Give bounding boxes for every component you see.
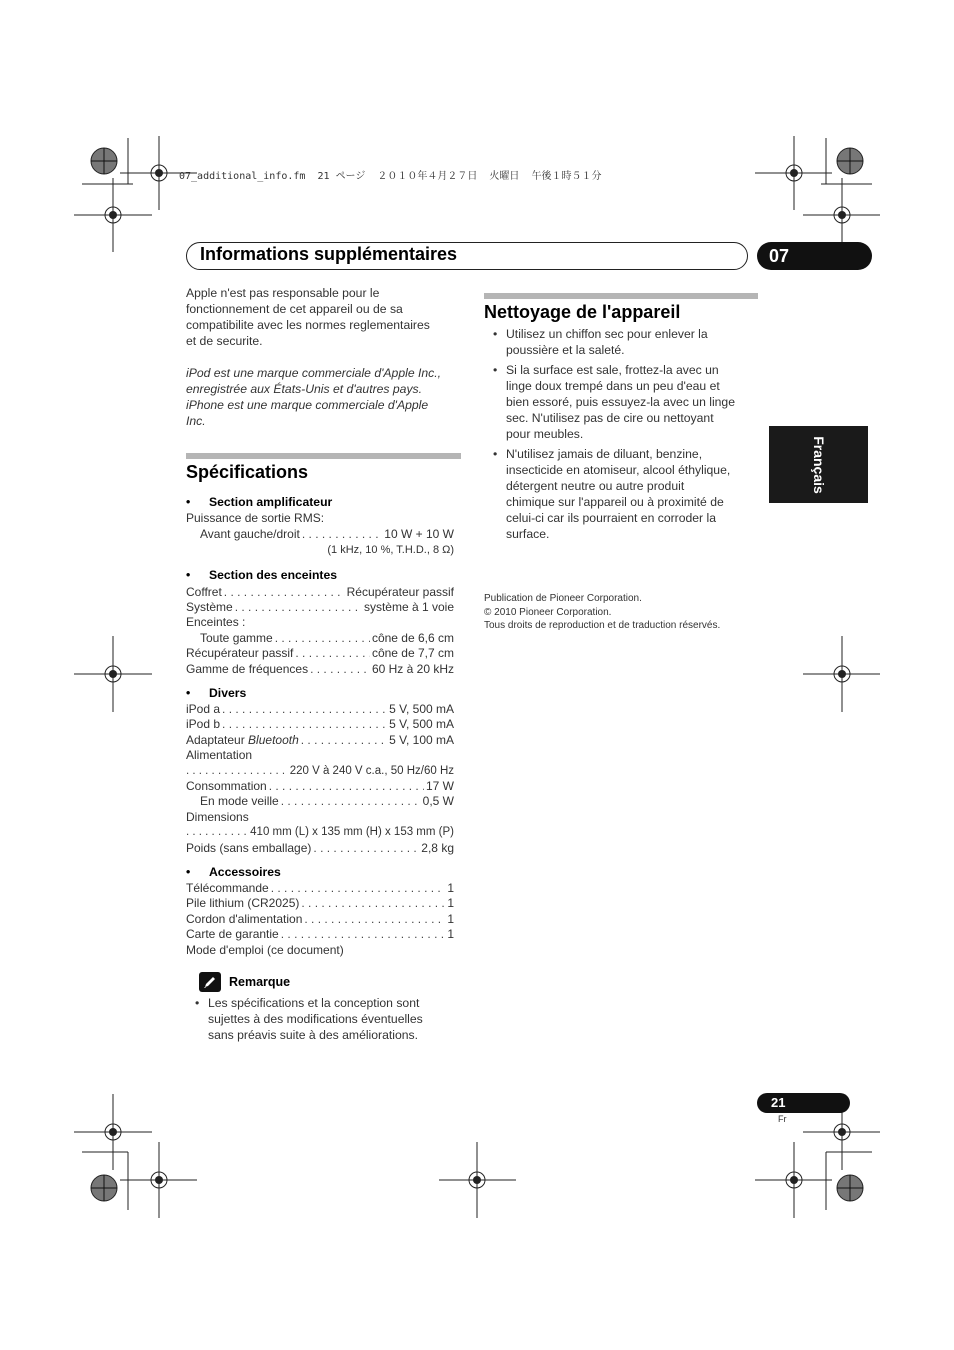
spec-row	[186, 793, 454, 809]
spec-label: Avant gauche/droit	[200, 527, 300, 541]
specs-heading: Spécifications	[186, 462, 309, 482]
spec-label: En mode veille	[200, 794, 279, 808]
text-line: Publication de Pioneer Corporation.	[484, 593, 642, 604]
cleaning-list	[484, 326, 762, 546]
language-tab	[769, 426, 868, 503]
spec-row	[186, 510, 454, 526]
spec-value: 5 V, 500 mA	[389, 702, 454, 716]
text-line: celui-ci car ils pourraient en corroder la	[506, 511, 716, 525]
text-line: insecticide en atomiseur, alcool éthylique,	[506, 463, 731, 477]
spec-row	[186, 732, 454, 748]
text-line: • Si la surface est sale, frottez-la avec un	[506, 363, 719, 377]
spec-value: 220 V à 240 V c.a., 50 Hz/60 Hz	[289, 765, 454, 777]
spec-value: 0,5 W	[422, 794, 454, 808]
page-language: Fr	[778, 1114, 787, 1124]
spec-row	[186, 895, 454, 911]
trademark-notice	[186, 365, 466, 429]
misc-section-heading: • Divers	[186, 686, 247, 700]
spec-value: 410 mm (L) x 135 mm (H) x 153 mm (P)	[250, 826, 454, 838]
page-title: Informations supplémentaires	[200, 244, 458, 264]
publication-info	[484, 592, 720, 633]
spec-row	[186, 630, 454, 646]
spec-label: Consommation	[186, 779, 267, 793]
spec-value: 2,8 kg	[421, 841, 454, 855]
spec-label: Dimensions	[186, 810, 249, 824]
spec-row	[186, 526, 454, 542]
spec-value: 5 V, 100 mA	[389, 733, 454, 747]
spec-row	[186, 824, 454, 840]
spec-label: iPod a	[186, 702, 221, 716]
spec-row	[186, 716, 454, 732]
spec-row	[186, 926, 454, 942]
spec-row	[186, 701, 454, 717]
label-text-italic: Bluetooth	[248, 733, 299, 747]
spec-row	[186, 809, 454, 825]
heading-text: Section des enceintes	[209, 568, 338, 582]
text-line: fonctionnement de cet appareil ou de sa	[186, 302, 403, 316]
label-text: Adaptateur	[186, 733, 249, 747]
spec-label	[186, 732, 299, 748]
spec-value: cône de 6,6 cm	[371, 631, 454, 645]
spec-value: 5 V, 500 mA	[389, 717, 454, 731]
section-divider	[484, 293, 758, 299]
text-line: © 2010 Pioneer Corporation.	[484, 606, 612, 618]
spec-row	[186, 763, 454, 779]
text-line: linge doux trempé dans un peu d'eau et	[506, 379, 720, 393]
spec-value: 17 W	[425, 779, 454, 793]
spec-label: Télécommande	[186, 881, 269, 895]
spec-row	[186, 542, 454, 558]
spec-value: 1	[447, 927, 454, 941]
text-line: • Utilisez un chiffon sec pour enlever la	[506, 327, 708, 341]
text-line: compatibilite avec les normes reglementaires	[186, 318, 430, 332]
spec-value: 1	[447, 881, 454, 895]
apple-disclaimer	[186, 285, 466, 349]
text-line: iPod est une marque commerciale d'Apple Inc.,	[186, 366, 442, 380]
note-list	[186, 995, 456, 1047]
text-line: pour meubles.	[506, 427, 584, 441]
text-line: et de securite.	[186, 334, 263, 348]
cleaning-item	[484, 326, 762, 358]
spec-label: Cordon d'alimentation	[186, 912, 303, 926]
heading-text: Divers	[209, 686, 247, 700]
text-line: poussière et la saleté.	[506, 343, 625, 357]
text-line: chimique sur l'appareil ou à proximité de	[506, 495, 724, 509]
spec-row	[186, 661, 454, 677]
spec-row	[186, 645, 454, 661]
spec-label: Système	[186, 600, 233, 614]
spec-label: Pile lithium (CR2025)	[186, 896, 300, 910]
note-pencil-icon	[199, 972, 221, 992]
spec-label: Carte de garantie	[186, 927, 279, 941]
spec-row	[186, 911, 454, 927]
spec-row	[186, 614, 454, 630]
amp-section-heading: • Section amplificateur	[186, 495, 333, 509]
language-tab-label: Français	[810, 435, 827, 494]
spec-value: Récupérateur passif	[346, 585, 454, 599]
text-line: iPhone est une marque commerciale d'Apple	[186, 398, 429, 412]
spec-label: Alimentation	[186, 748, 253, 762]
spec-row	[186, 880, 454, 896]
spec-value: système à 1 voie	[363, 600, 454, 614]
text-line: • N'utilisez jamais de diluant, benzine,	[506, 447, 703, 461]
text-line: détergent neutre ou autre produit	[506, 479, 685, 493]
spec-value: (1 kHz, 10 %, T.H.D., 8 Ω)	[327, 544, 454, 556]
spec-row	[186, 747, 454, 763]
text-line: sujettes à des modifications éventuelles	[208, 1012, 423, 1026]
chapter-number: 07	[757, 242, 872, 270]
cleaning-item	[484, 362, 762, 442]
text-line: enregistrée aux États-Unis et d'autres pays.	[186, 382, 423, 396]
spec-row	[186, 778, 454, 794]
spec-row	[186, 599, 454, 615]
text-line: sans préavis suite à des améliorations.	[208, 1028, 419, 1042]
spec-label: Mode d'emploi (ce document)	[186, 943, 344, 957]
text-line: sec. N'utilisez pas de cire ou nettoyant	[506, 411, 714, 425]
cleaning-item	[484, 446, 762, 542]
spec-value: 1	[447, 896, 454, 910]
spec-label: Enceintes :	[186, 615, 246, 629]
spec-value: 60 Hz à 20 kHz	[371, 662, 454, 676]
note-title: Remarque	[229, 975, 291, 989]
text-line: Apple n'est pas responsable pour le	[186, 286, 380, 300]
file-header: 07_additional_info.fm 21 ページ ２０１０年４月２７日 火曜日 午後１時５１分	[179, 171, 602, 182]
text-line: Tous droits de reproduction et de traduction réservés.	[484, 620, 721, 631]
spec-label: Poids (sans emballage)	[186, 841, 312, 855]
spec-row	[186, 840, 454, 856]
spec-value: 1	[447, 912, 454, 926]
spec-value: cône de 7,7 cm	[371, 646, 454, 660]
heading-text: Accessoires	[209, 865, 281, 879]
spec-label: Gamme de fréquences	[186, 662, 309, 676]
text-line: Inc.	[186, 414, 206, 428]
speakers-section-heading: • Section des enceintes	[186, 568, 338, 582]
acc-section-heading: • Accessoires	[186, 865, 281, 879]
spec-value: 10 W + 10 W	[384, 527, 454, 541]
heading-text: Section amplificateur	[209, 495, 333, 509]
spec-label: Puissance de sortie RMS:	[186, 511, 325, 525]
page-number: 21	[757, 1093, 850, 1113]
text-line: • Les spécifications et la conception sont	[208, 996, 420, 1010]
section-divider	[186, 453, 461, 459]
spec-label: iPod b	[186, 717, 221, 731]
text-line: surface.	[506, 527, 550, 541]
spec-label: Toute gamme	[200, 631, 273, 645]
note-item	[186, 995, 456, 1043]
cleaning-heading: Nettoyage de l'appareil	[484, 302, 681, 322]
spec-row	[186, 584, 454, 600]
text-line: bien essoré, puis essuyez-la avec un linge	[506, 395, 735, 409]
spec-label: Récupérateur passif	[186, 646, 294, 660]
spec-label: Coffret	[186, 585, 222, 599]
spec-row	[186, 942, 454, 958]
